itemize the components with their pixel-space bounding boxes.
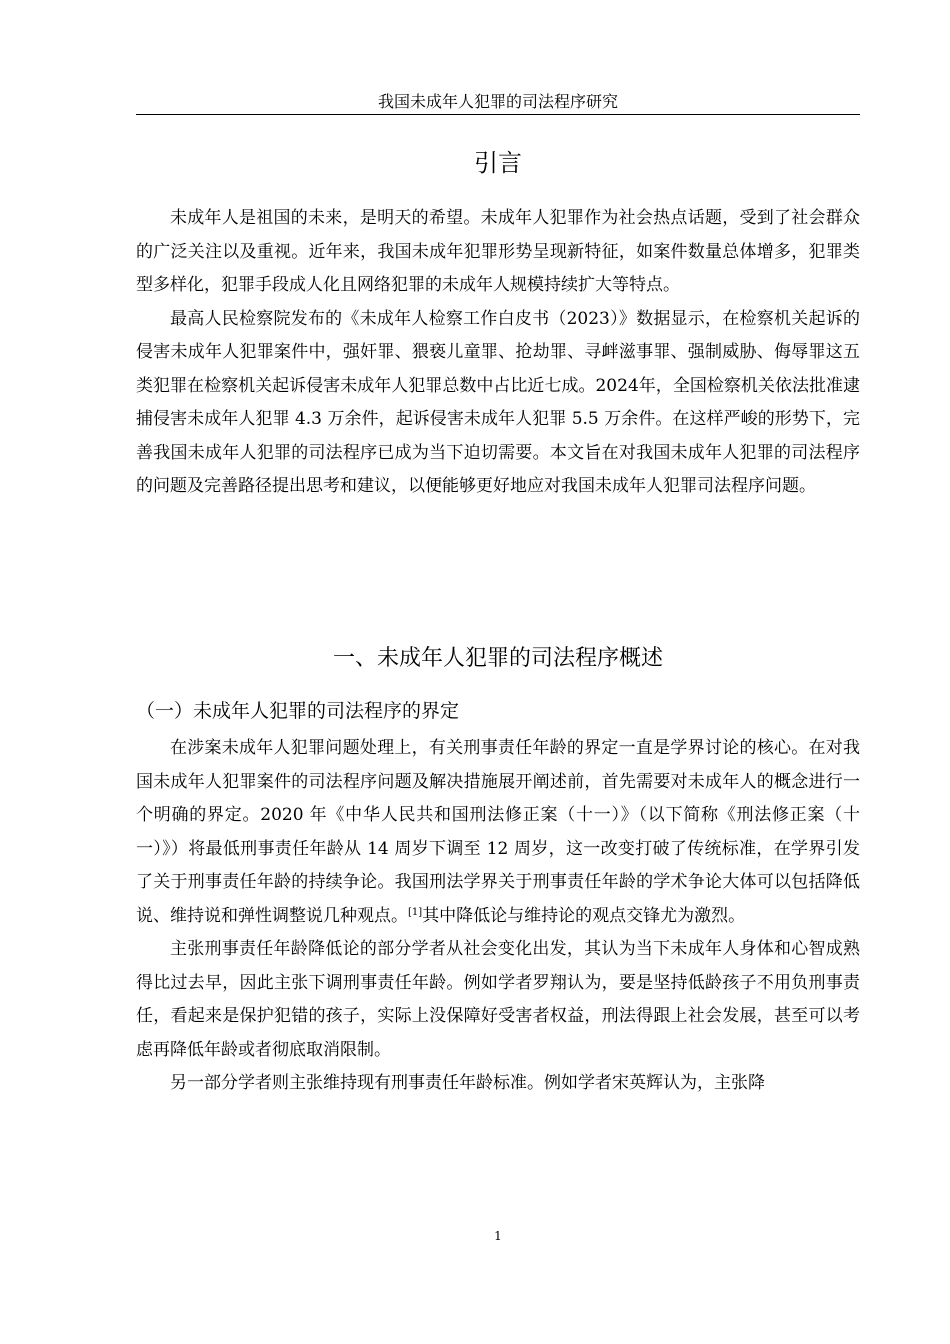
chapter-heading-1: 一、未成年人犯罪的司法程序概述	[332, 646, 663, 671]
body-paragraph-1	[136, 732, 860, 933]
running-header: 我国未成年人犯罪的司法程序研究	[377, 92, 618, 111]
body-paragraph-2: 主张刑事责任年龄降低论的部分学者从社会变化出发，其认为当下未成年人身体和心智成熟得比过去早，因此主张下调刑事责任年龄。例如学者罗翔认为，要是坚持低龄孩子不用负刑事责任，看起来是保护犯错的孩子，实际上没保障好受害者权益，刑法得跟上社会发展，甚至可以考虑再降低年龄或者彻底取消限制。	[136, 939, 860, 1060]
section-title-introduction: 引言	[474, 149, 522, 177]
introduction-body	[136, 202, 860, 504]
intro-paragraph-1: 未成年人是祖国的未来，是明天的希望。未成年人犯罪作为社会热点话题，受到了社会群众的广泛关注以及重视。近年来，我国未成年犯罪形势呈现新特征，如案件数量总体增多，犯罪类型多样化，犯罪手段成人化且网络犯罪的未成年人规模持续扩大等特点。	[136, 208, 860, 295]
paragraph-text: 在涉案未成年人犯罪问题处理上，有关刑事责任年龄的界定一直是学界讨论的核心。在对我国未成年人犯罪案件的司法程序问题及解决措施展开阐述前，首先需要对未成年人的概念进行一个明确的界定。2020 年《中华人民共和国刑法修正案（十一）》（以下简称《刑法修正案（十一）》）将最低刑事责任年龄从 14 周岁下调至 12 周岁，这一改变打破了传统标准，在学界引发了关于刑事责任年龄的持续争论。我国刑法学界关于刑事责任年龄的学术争论大体可以包括降低说、维持说和弹性调整说几种观点。	[136, 738, 860, 926]
page-number: 1	[494, 1229, 502, 1243]
intro-paragraph-2: 最高人民检察院发布的《未成年人检察工作白皮书（2023）》数据显示，在检察机关起诉的侵害未成年人犯罪案件中，强奸罪、猥亵儿童罪、抢劫罪、寻衅滋事罪、强制威胁、侮辱罪这五类犯罪在检察机关起诉侵害未成年人犯罪总数中占比近七成。2024年，全国检察机关依法批准逮捕侵害未成年人犯罪 4.3 万余件，起诉侵害未成年人犯罪 5.5 万余件。在这样严峻的形势下，完善我国未成年人犯罪的司法程序已成为当下迫切需要。本文旨在对我国未成年人犯罪的司法程序的问题及完善路径提出思考和建议，以便能够更好地应对我国未成年人犯罪司法程序问题。	[136, 308, 860, 496]
header-rule	[136, 114, 860, 115]
citation-marker[interactable]: [1]	[408, 906, 423, 918]
body-paragraph-3: 另一部分学者则主张维持现有刑事责任年龄标准。例如学者宋英辉认为，主张降	[170, 1073, 765, 1093]
paragraph-text: 其中降低论与维持论的观点交锋尤为激烈。	[422, 905, 746, 926]
subsection-heading-1-1: （一）未成年人犯罪的司法程序的界定	[136, 700, 460, 722]
subsection-1-1-body	[136, 732, 860, 1101]
